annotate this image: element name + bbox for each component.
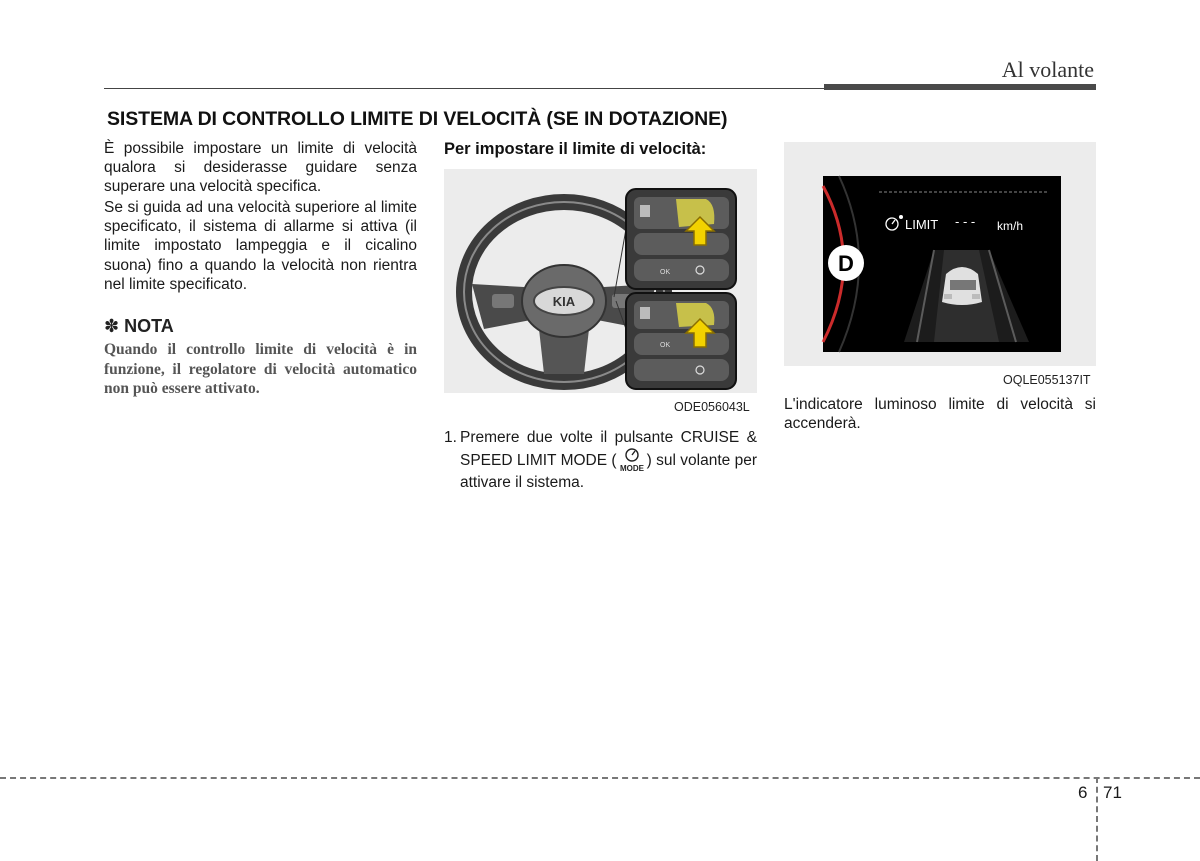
chapter-number: 6 [1078, 783, 1088, 802]
note-text: Quando il controllo limite di velocità è in funzione, il regolatore di velocità automatico non può essere attivato. [104, 341, 417, 397]
footer-divider [1096, 777, 1098, 861]
intro-paragraph: È possibile impostare un limite di velocità qualora si desiderasse guidare senza superare una velocità specifica. [104, 140, 417, 196]
header-rule [104, 88, 824, 89]
inset-lower [626, 293, 736, 389]
warning-paragraph: Se si guida ad una velocità superiore al limite specificato, il sistema di allarme si attiva (il limite impostato lampeggia e il cicalino suona) fino a quando la velocità non rientra nel limite specificato. [104, 199, 417, 293]
footer-rule [0, 777, 1200, 779]
svg-text:OK: OK [660, 269, 671, 276]
page-number: 71 [1103, 783, 1122, 802]
step-text-a: Premere due volte il pulsante CRUISE & SPEED LIMIT MODE ( [460, 429, 757, 470]
cluster-display-figure [784, 142, 1096, 366]
steering-wheel-icon [444, 169, 757, 393]
gear-indicator: D [838, 251, 854, 276]
limit-label: LIMIT [905, 217, 939, 232]
figure-caption-wheel: ODE056043L [674, 400, 750, 414]
section-title: SISTEMA DI CONTROLLO LIMITE DI VELOCITÀ (SE IN DOTAZIONE) [107, 108, 728, 130]
svg-text:OK: OK [660, 342, 671, 349]
inset-upper [626, 189, 736, 289]
figure-caption-display: OQLE055137IT [1003, 373, 1091, 387]
limit-value: - - - [955, 214, 976, 229]
step-text-b: ) sul volante per attivare il sistema. [460, 452, 757, 492]
header-rule-accent [824, 84, 1096, 90]
indicator-paragraph: L'indicatore luminoso limite di velocità si accenderà. [784, 396, 1096, 433]
note-heading: ✽ NOTA [104, 316, 174, 336]
running-header-title: Al volante [1001, 57, 1094, 82]
car-icon [942, 267, 982, 305]
limit-unit: km/h [997, 219, 1024, 233]
procedure-subheading: Per impostare il limite di velocità: [444, 140, 707, 158]
kia-logo-text: KIA [552, 294, 576, 309]
speed-limit-mode-icon [617, 447, 647, 473]
step-number: 1. [444, 429, 457, 446]
mode-icon-label: MODE [619, 464, 644, 474]
steering-wheel-figure [444, 169, 757, 393]
